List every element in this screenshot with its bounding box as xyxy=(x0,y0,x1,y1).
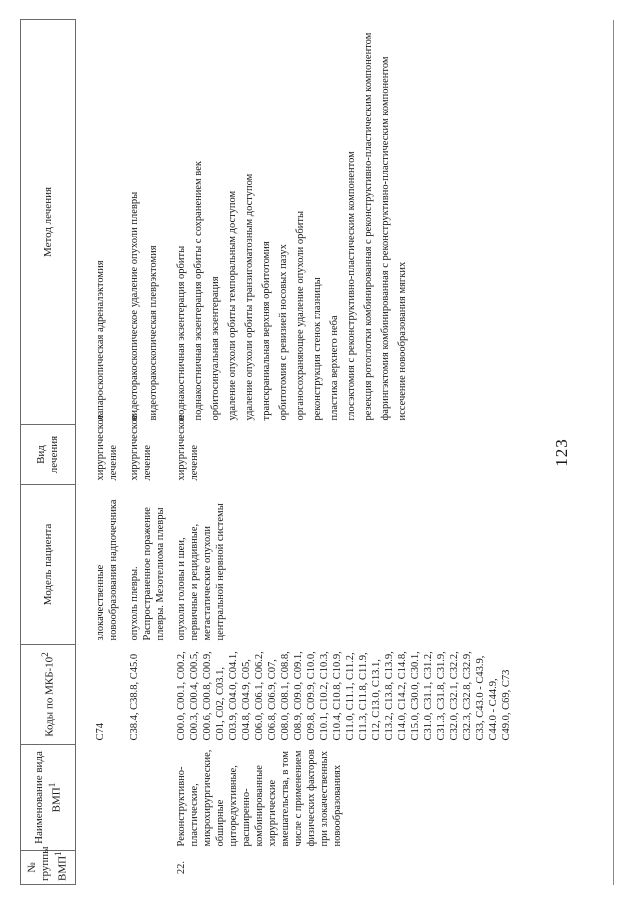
row-codes-cell: C00.0, C00.1, C00.2, C00.3, C00.4, C00.5, C00.6, C00.8, C00.9, C01, C02, C03.1, C03.9, C04.0, C04.1, C04.8, C04.9, C05, C06.0, C06.1, C06.2, C06.8, C06.9, C07, C08.0, C08.1, C08.8, C08.9, C09.0, C09.1, C09.8, C09.9, C10.0, C10.1, C10.2, C10.3, C10.4, C10.8, C10.9, C11.0, C11.1, C11.2, C11.3, C11.8, C11.9, C12, C13.0, C13.1, C13.2, C13.8, C13.9, C14.0, C14.2, C14.8, C15.0, C30.0, C30.1, C31.0, C31.1, C31.2, C31.3, C31.8, C31.9, C32.0, C32.1, C32.2, C32.3, C32.8, C32.9, C33, C43.0 - C43.9, C44.0 - C44.9, C49.0, C69, C73 xyxy=(176,651,512,741)
table-row xyxy=(122,20,169,885)
row-type-cell: хирургическое лечение xyxy=(176,414,200,481)
header-treatment-method: Метод лечения xyxy=(21,20,76,425)
bottom-rule xyxy=(613,20,614,885)
method-item: транскраниальная верхняя орбитотомия xyxy=(261,241,272,421)
method-item: глосэктомия с реконструктивно-пластическим компонентом xyxy=(346,151,357,421)
vmp-table xyxy=(20,19,515,885)
row-group-cell xyxy=(76,851,123,885)
method-item: резекция ротоглотки комбинированная с реконструктивно-пластическим компонентом xyxy=(363,32,374,421)
rotated-content xyxy=(20,20,620,885)
row-methods-cell xyxy=(76,20,123,425)
row-group-cell: 22. xyxy=(176,860,187,875)
method-item: орбитотомия с ревизией носовых пазух xyxy=(278,244,289,421)
method-item: иссечение новообразования мягких xyxy=(397,261,408,421)
method-item: фарингэктомия комбинированная с реконструктивно-пластическим компонентом xyxy=(380,56,391,421)
page-number: 123 xyxy=(552,438,571,467)
row-model-cell: опухоль плевры. Распространенное поражение плевры. Мезотелиома плевры xyxy=(129,507,166,641)
row-codes-cell: C38.4, C38.8, C45.0 xyxy=(129,653,140,741)
method-item: органосохраняющее удаление опухоли орбиты xyxy=(295,210,306,421)
method-item: удаление опухоли орбиты транзигоматозным доступом xyxy=(244,173,255,421)
method-item: видеоторакоскопическое удаление опухоли плевры xyxy=(129,191,140,421)
row-methods-cell xyxy=(122,20,169,425)
header-icd-codes: Коды по МКБ-$10^2$ xyxy=(21,645,76,745)
method-item: орбитосинуальная экзентерация xyxy=(210,276,221,421)
row-codes-cell: C74 xyxy=(95,722,106,741)
method-item: реконструкция стенок глазницы xyxy=(312,277,323,421)
row-name-cell xyxy=(122,745,169,851)
row-type-cell: хирургическое лечение xyxy=(129,414,153,481)
method-item: поднакостничная экзентерация орбиты xyxy=(176,245,187,421)
table-header-row xyxy=(21,20,76,885)
method-item: пластика верхнего неба xyxy=(329,315,340,421)
row-model-cell: злокачественные новообразования надпочечника xyxy=(95,499,119,641)
row-name-cell xyxy=(76,745,123,851)
header-group-no: № группы ВМП$^1$ xyxy=(21,851,76,885)
row-name-cell: Реконструктивно-пластические, микрохирургические, обширные циторедуктивные, расширенно-комбинированные хирургические вмешательства, в том числе с применением физических факторов при злокачественных новообразованиях xyxy=(176,749,343,847)
method-item: поднакостничная экзентерация орбиты с сохранением век xyxy=(193,161,204,421)
row-type-cell: хирургическое лечение xyxy=(95,414,119,481)
header-patient-model: Модель пациента xyxy=(21,485,76,645)
header-treatment-type: Вид лечения xyxy=(21,425,76,485)
method-item: лапароскопическая адреналэктомия xyxy=(95,260,106,421)
table-row xyxy=(76,20,123,885)
table-row xyxy=(169,20,515,885)
method-item: видеоторакоскопическая плеврэктомия xyxy=(148,245,159,421)
row-group-cell xyxy=(122,851,169,885)
row-model-cell: опухоли головы и шеи, первичные и рецидивные, метастатические опухоли центральной нервной системы xyxy=(176,503,226,641)
method-item: удаление опухоли орбиты темпоральным доступом xyxy=(227,190,238,421)
header-vmp-name: Наименование вида ВМП$^1$ xyxy=(21,745,76,851)
row-methods-cell xyxy=(169,20,515,425)
